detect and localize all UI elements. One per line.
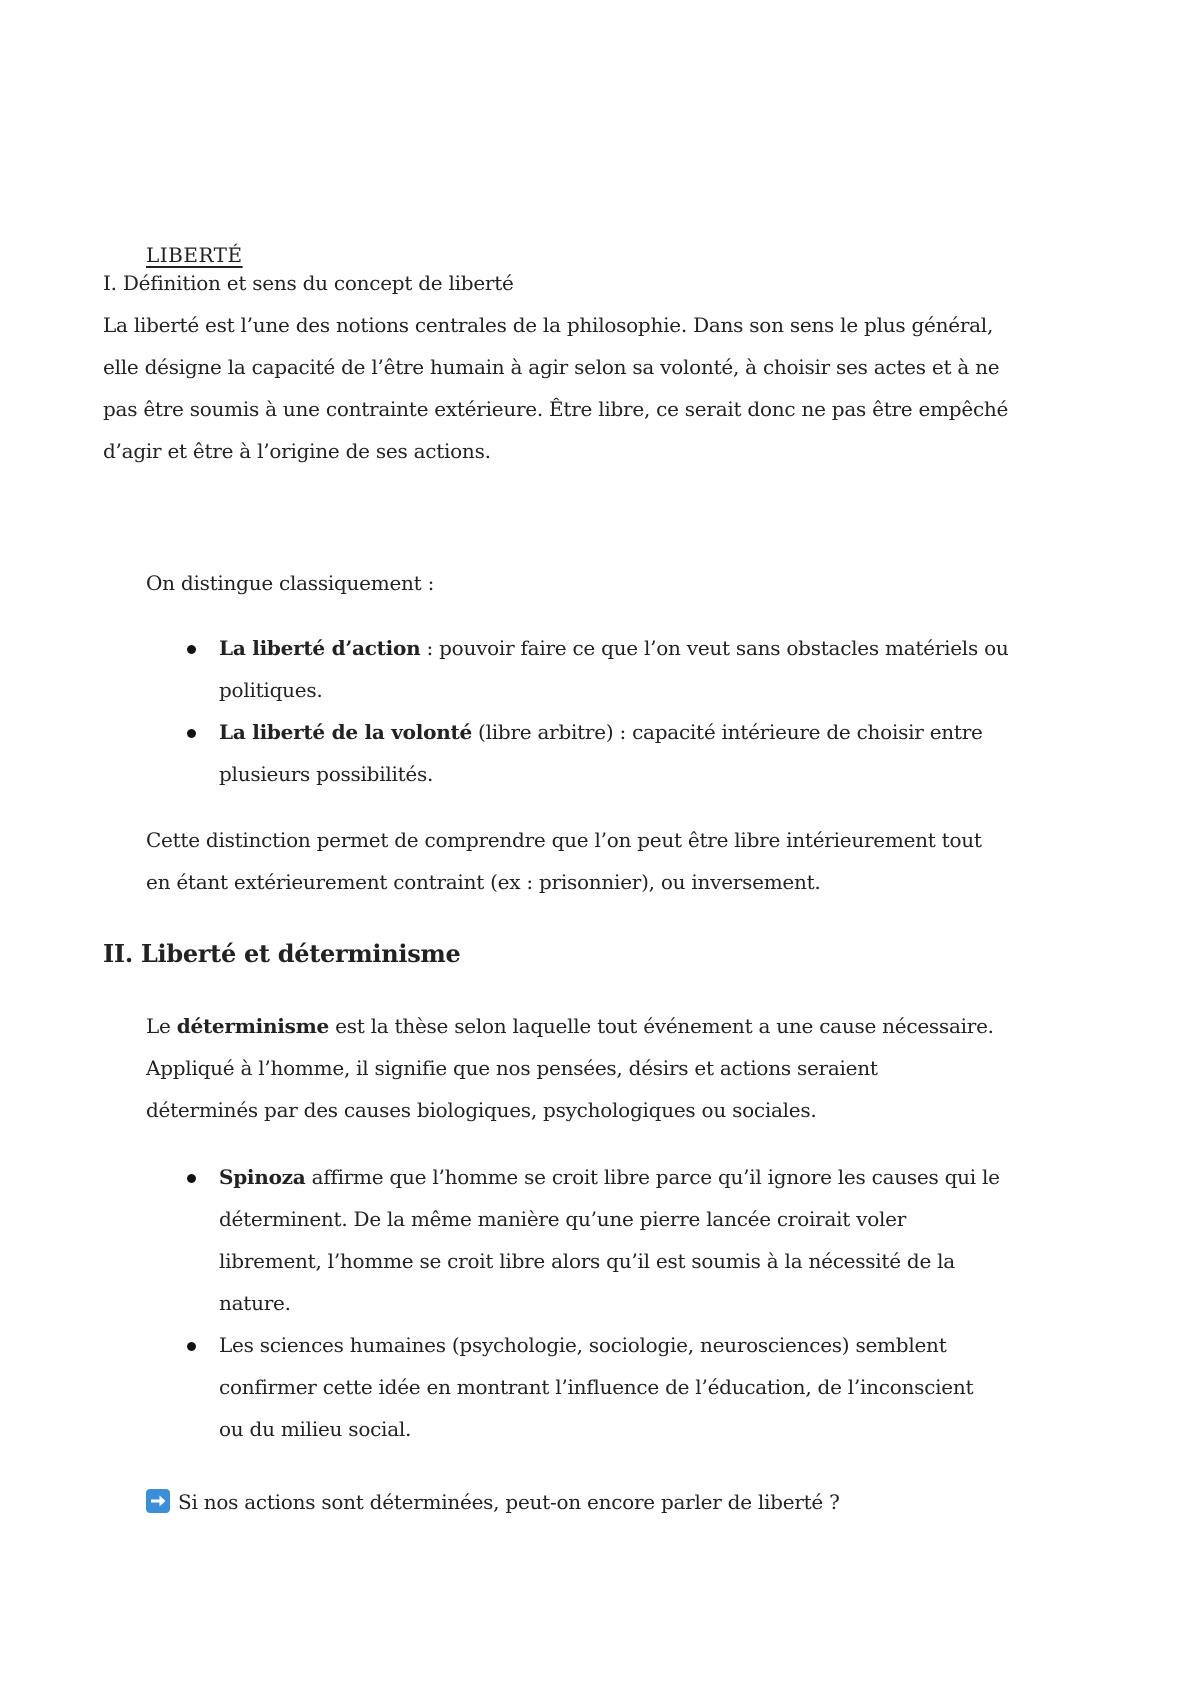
term-bold: Spinoza [219,1165,306,1189]
paragraph-line: Appliqué à l’homme, il signifie que nos pensées, désirs et actions seraient [146,1056,878,1080]
bullet-icon [187,729,196,738]
determinism-paragraph [0,1005,1200,1131]
list-item [219,1156,1200,1324]
list-item-line: confirmer cette idée en montrant l’influence de l’éducation, de l’inconscient [219,1375,974,1399]
paragraph-line: La liberté est l’une des notions centrales de la philosophie. Dans son sens le plus général, [103,313,994,337]
list-item-line: ou du milieu social. [219,1417,412,1441]
list-item-line: librement, l’homme se croit libre alors qu’il est soumis à la nécessité de la [219,1249,955,1273]
list-item-line: plusieurs possibilités. [219,762,434,786]
bullet-icon [187,1174,196,1183]
list-item-text: (libre arbitre) : capacité intérieure de choisir entre [471,720,983,744]
list-item-line: déterminent. De la même manière qu’une pierre lancée croirait voler [219,1207,907,1231]
section-2-heading: II. Liberté et déterminisme [103,939,461,968]
list-item-line [219,627,1200,669]
bullet-icon [187,645,196,654]
document-title: LIBERTÉ [146,243,243,267]
question-text: Si nos actions sont déterminées, peut-on encore parler de liberté ? [178,1490,840,1514]
distinguish-sentence: On distingue classiquement : [146,571,435,595]
liberty-types-list [0,627,1200,795]
list-item-text: affirme que l’homme se croit libre parce qu’il ignore les causes qui le [305,1165,1000,1189]
term-bold: déterminisme [176,1014,329,1038]
paragraph-line: elle désigne la capacité de l’être humain à agir selon sa volonté, à choisir ses actes et à ne [103,355,1000,379]
bullet-icon [187,1342,196,1351]
paragraph-line: d’agir et être à l’origine de ses actions. [103,439,491,463]
determinism-list [0,1156,1200,1450]
conclusion-paragraph [0,819,1200,903]
paragraph-line: pas être soumis à une contrainte extérieure. Être libre, ce serait donc ne pas être empêché [103,397,1009,421]
term-bold: La liberté de la volonté [219,720,472,744]
list-item-text: : pouvoir faire ce que l’on veut sans obstacles matériels ou [420,636,1009,660]
list-item-line [219,711,1200,753]
paragraph-line: en étant extérieurement contraint (ex : prisonnier), ou inversement. [146,870,821,894]
list-item-line [219,1156,1200,1198]
list-item-line: Les sciences humaines (psychologie, sociologie, neurosciences) semblent [219,1333,947,1357]
list-item-line: nature. [219,1291,291,1315]
section-1-heading: I. Définition et sens du concept de liberté [103,271,514,295]
paragraph-line: déterminés par des causes biologiques, psychologiques ou sociales. [146,1098,817,1122]
term-bold: La liberté d’action [219,636,421,660]
section-1 [0,262,1200,472]
paragraph-line: Cette distinction permet de comprendre que l’on peut être libre intérieurement tout [146,828,982,852]
list-item-line: politiques. [219,678,323,702]
right-arrow-icon [146,1489,170,1513]
list-item [219,627,1200,711]
text-fragment: est la thèse selon laquelle tout événement a une cause nécessaire. [329,1014,994,1038]
paragraph-line [146,1005,1200,1047]
question-line [146,1481,840,1523]
text-fragment: Le [146,1014,177,1038]
list-item [219,1324,1200,1450]
list-item [219,711,1200,795]
